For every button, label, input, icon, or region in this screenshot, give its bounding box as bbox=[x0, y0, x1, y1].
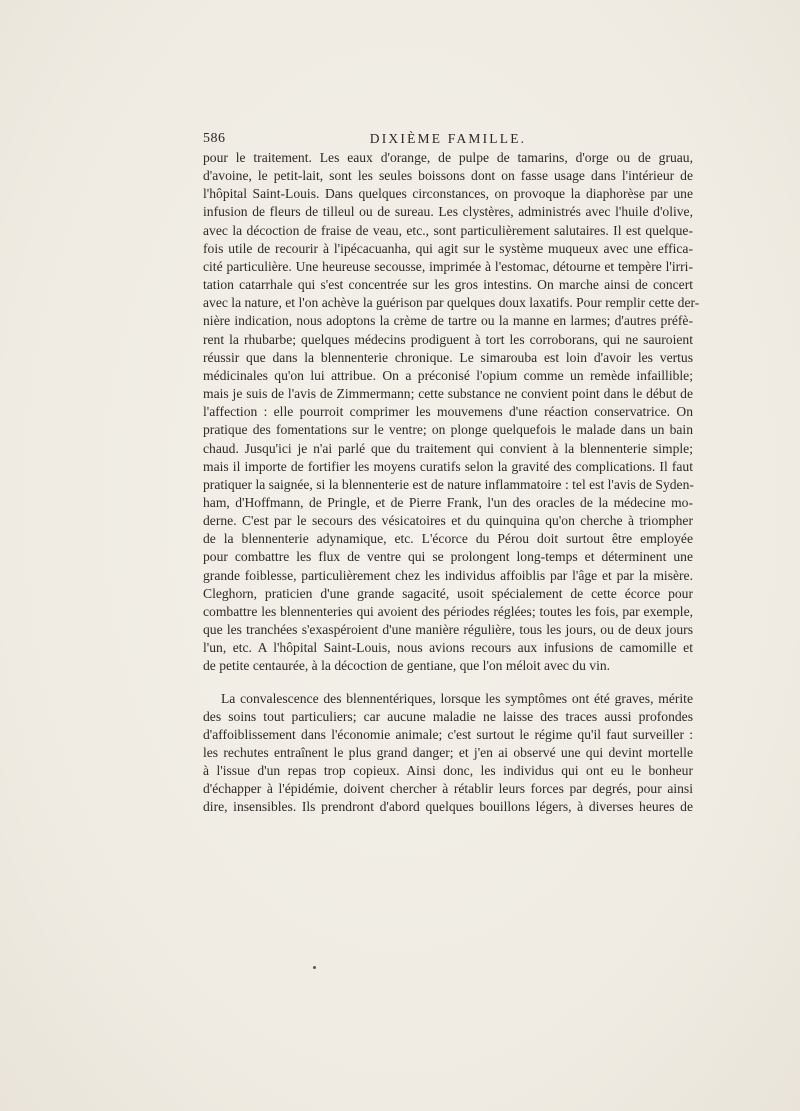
text-line: des soins tout particuliers; car aucune maladie ne laisse des traces aussi profondes bbox=[203, 708, 693, 724]
text-line: cité particulière. Une heureuse secousse, imprimée à l'estomac, détourne et tempère l'irri- bbox=[203, 258, 693, 274]
text-line: l'hôpital Saint-Louis. Dans quelques circonstances, on provoque la diaphorèse par une bbox=[203, 186, 693, 202]
text-line: tation catarrhale qui s'est concentrée sur les gros intestins. On marche ainsi de concert bbox=[203, 277, 693, 293]
text-line: rent la rhubarbe; quelques médecins prodiguent à tort les corroborans, qui ne sauroient bbox=[203, 331, 693, 347]
body-text bbox=[203, 149, 700, 817]
text-line: d'avoine, le petit-lait, sont les seules boissons dont on fasse usage dans l'intérieur de bbox=[203, 168, 693, 184]
text-line: pour le traitement. Les eaux d'orange, de pulpe de tamarins, d'orge ou de gruau, bbox=[203, 150, 693, 165]
text-line: de la blennenterie adynamique, etc. L'écorce du Pérou doit surtout être employée bbox=[203, 531, 693, 547]
text-line: pratiquer la saignée, si la blennenterie est de nature inflammatoire : tel est l'avis de Syden- bbox=[203, 476, 694, 492]
page-number: 586 bbox=[203, 131, 226, 146]
text-line: l'un, etc. A l'hôpital Saint-Louis, nous avions recours aux infusions de camomille et bbox=[203, 640, 693, 656]
text-line: l'affection : elle pourroit comprimer les mouvemens d'une réaction conservatrice. On bbox=[203, 404, 693, 420]
text-line: avec la décoction de fraise de veau, etc., sont particulièrement salutaires. Il est quelque- bbox=[203, 222, 693, 238]
text-line: grande foiblesse, particulièrement chez les individus affoiblis par l'âge et par la misère. bbox=[203, 567, 693, 583]
page-header bbox=[203, 131, 693, 149]
text-line: médicinales qu'on lui attribue. On a préconisé l'opium comme un remède infaillible; bbox=[203, 367, 693, 383]
paragraph-2 bbox=[203, 690, 693, 817]
text-line: de petite centaurée, à la décoction de gentiane, que l'on méloit avec du vin. bbox=[203, 658, 611, 674]
paragraph-1 bbox=[203, 149, 700, 676]
text-line: pour combattre les flux de ventre qui se prolongent long-temps et déterminent une bbox=[203, 549, 693, 565]
text-line: La convalescence des blennentériques, lorsque les symptômes ont été graves, mérite bbox=[221, 690, 693, 706]
text-line: avec la nature, et l'on achève la guérison par quelques doux laxatifs. Pour remplir cette der- bbox=[203, 295, 700, 311]
text-line: d'échapper à l'épidémie, doivent chercher à rétablir leurs forces par degrés, pour ainsi bbox=[203, 781, 693, 797]
text-line: ham, d'Hoffmann, de Pringle, et de Pierre Frank, l'un des oracles de la médecine mo- bbox=[203, 494, 693, 510]
text-line: chaud. Jusqu'ici je n'ai parlé que du traitement qui convient à la blennenterie simple; bbox=[203, 440, 693, 456]
text-line: nière indication, nous adoptons la crème de tartre ou la manne en larmes; d'autres préfè- bbox=[203, 313, 693, 329]
text-line: combattre les blennenteries qui avoient des périodes réglées; toutes les fois, par exemple, bbox=[203, 603, 693, 619]
text-line: d'affoiblissement dans l'économie animale; c'est surtout le régime qu'il faut surveiller : bbox=[203, 726, 693, 742]
text-line: dire, insensibles. Ils prendront d'abord quelques bouillons légers, à diverses heures de bbox=[203, 799, 693, 815]
text-line: mais il importe de fortifier les moyens curatifs selon la gravité des complications. Il faut bbox=[203, 458, 693, 474]
text-line: infusion de fleurs de tilleul ou de sureau. Les clystères, administrés avec l'huile d'olive, bbox=[203, 204, 693, 220]
text-line: mais je suis de l'avis de Zimmermann; cette substance ne convient point dans le début de bbox=[203, 386, 693, 402]
text-line: les rechutes entraînent le plus grand danger; et j'en ai observé une qui devint mortelle bbox=[203, 745, 693, 760]
text-line: réussir que dans la blennenterie chronique. Le simarouba est loin d'avoir les vertus bbox=[203, 349, 693, 365]
text-line: Cleghorn, praticien d'une grande sagacité, usoit spécialement de cette écorce pour bbox=[203, 585, 693, 601]
text-line: derne. C'est par le secours des vésicatoires et du quinquina qu'on cherche à triompher bbox=[203, 513, 693, 529]
text-line: fois utile de recourir à l'ipécacuanha, qui agit sur le système muqueux avec une effica- bbox=[203, 240, 693, 256]
text-line: que les tranchées s'exaspéroient d'une manière régulière, tous les jours, ou de deux jours bbox=[203, 622, 693, 638]
text-line: à l'issue d'un repas trop copieux. Ainsi donc, les individus qui ont eu le bonheur bbox=[203, 763, 693, 779]
running-title: DIXIÈME FAMILLE. bbox=[369, 131, 527, 146]
ink-speck bbox=[313, 966, 316, 969]
text-line: pratique des fomentations sur le ventre; on plonge quelquefois le malade dans un bain bbox=[203, 422, 693, 438]
